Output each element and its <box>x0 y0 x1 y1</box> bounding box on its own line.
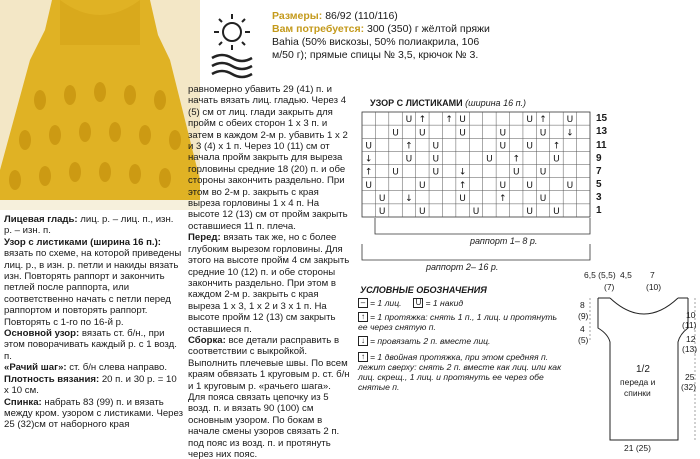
chart-symbol: U <box>365 180 373 191</box>
chart-symbol: U <box>566 115 574 126</box>
chart-title <box>370 98 526 108</box>
c2-p1: равномерно убавить 29 (41) п. и начать вязать лиц. гладью. Через 4 (5) см от лиц. глади закрыть для пройм с обеих сторон 1 х 3 п. и затем в каждом 2-м р. убавить 1 х 2 и 3 (4) х 1 п. Через 10 (11) см от начала пройм закрыть для выреза горловины средние 18 (20) п. и обе стороны закончить раздельно. При этом во 2-м р. закрыть с края выреза горловины 1 х 4 п. На высоте 12 (13) см от пройм закрыть оставшиеся 11 п. плеча. <box>188 84 348 232</box>
legend-k2tog: = провязать 2 п. вместе лиц. <box>370 336 491 346</box>
stitch-chart <box>360 110 592 225</box>
schem-center-txt1: переда и <box>620 377 656 387</box>
chart-symbol: U <box>499 128 507 139</box>
chart-symbol: U <box>526 115 533 126</box>
chart-symbol: U <box>392 167 399 178</box>
chart-symbol: U <box>432 167 440 178</box>
schem-center-frac: 1/2 <box>636 364 650 375</box>
schem-left-4b: (5) <box>578 335 589 345</box>
chart-symbol: ↓ <box>364 154 373 165</box>
chart-symbol: U <box>499 180 507 191</box>
chart-symbol: U <box>432 154 440 165</box>
chart-title-text: УЗОР С ЛИСТИКАМИ <box>370 98 463 108</box>
chart-symbol: U <box>378 207 386 217</box>
row-num-9: 9 <box>596 153 602 164</box>
chart-symbol: ↑ <box>445 115 453 126</box>
chart-symbol: U <box>539 128 547 139</box>
chart-symbol: U <box>499 141 507 152</box>
row-num-1: 1 <box>596 205 602 216</box>
chart-symbol: U <box>539 193 547 204</box>
schem-right-25b: (32) <box>681 382 697 392</box>
chart-symbol: ↑ <box>552 141 561 152</box>
legend-row-2 <box>358 312 568 332</box>
c2-p3-text: все детали расправить в соответствии с выкройкой. Выполнить плечевые швы. По всем краям обвязать 1 круговым р. ст. б/н и 1 круговым р. «рачьего шага». Для пояса связать цепочку из 5 возд. п. и вязать 90 (100) см основным узором. По бокам в начале смены узоров связать 2 п. под пояс из возд. п. и протянуть через них пояс. <box>188 334 350 459</box>
chart-symbol: U <box>419 207 426 217</box>
schem-top-mid: 4,5 <box>620 270 632 280</box>
schem-right-10: 10 <box>686 310 696 320</box>
sun-logo-icon <box>204 10 264 80</box>
schem-left-8b: (9) <box>578 311 589 321</box>
schem-right-12b: (13) <box>682 344 698 354</box>
chart-symbol: U <box>472 207 480 217</box>
row-num-7: 7 <box>596 166 602 177</box>
chart-symbol: U <box>378 193 386 204</box>
chart-symbol: U <box>405 115 413 126</box>
rapport-2: раппорт 2– 16 р. <box>426 262 499 272</box>
chart-symbol: U <box>419 180 426 191</box>
chart-symbol: U <box>539 167 547 178</box>
chart-symbol: U <box>459 115 466 126</box>
c2-p2-text: вязать так же, но с более глубоким вырезом горловины. Для этого на высоте пройм 4 см закрыть средние 10 (12) п. и обе стороны закончить раздельно. При этом в каждом 2-м р. закрыть с края выреза 1 х 3, 1 х 2 и 3 х 1 п. На высоте пройм 12 (13) см закрыть оставшиеся п. <box>188 232 350 335</box>
need-line3: м/50 г); прямые спицы № 3,5, крючок № 3. <box>272 49 479 61</box>
chart-symbol: ↓ <box>566 128 574 139</box>
p4-label: «Рачий шаг»: <box>4 362 67 374</box>
chart-symbol: ↑ <box>364 167 373 178</box>
schem-bottom: 21 (25) <box>624 443 651 453</box>
k2tog-icon: ↓ <box>358 336 368 346</box>
knit-icon: – <box>358 298 368 308</box>
row-num-3: 3 <box>596 192 602 203</box>
chart-symbol: U <box>432 141 440 152</box>
row-num-13: 13 <box>596 126 608 137</box>
slip-decrease-icon: ↑ <box>358 312 368 322</box>
row-num-5: 5 <box>596 179 602 190</box>
schem-right-12: 12 <box>686 334 696 344</box>
schem-right-10b: (11) <box>682 320 697 330</box>
rapport-1: раппорт 1– 8 р. <box>470 236 538 246</box>
legend-row-3 <box>358 336 568 346</box>
chart-title-note: (ширина 16 п.) <box>465 98 527 108</box>
chart-symbol: U <box>392 128 399 139</box>
row-num-15: 15 <box>596 113 608 124</box>
chart-symbol: U <box>526 207 533 217</box>
instructions-column-2 <box>188 84 350 459</box>
chart-symbol: U <box>526 141 533 152</box>
schem-top-left: 6,5 (5,5) <box>584 270 616 280</box>
p6-label: Спинка: <box>4 396 42 408</box>
sizes-label: Размеры: <box>272 10 323 22</box>
schem-top-right: (7) <box>604 282 615 292</box>
chart-symbol: U <box>419 128 426 139</box>
chart-symbol: ↑ <box>405 141 413 152</box>
chart-symbol: ↓ <box>458 167 467 178</box>
sizes-value: 86/92 (110/116) <box>325 10 398 22</box>
chart-symbol: ↓ <box>405 193 413 204</box>
chart-symbol: U <box>553 154 560 165</box>
chart-symbol: ↑ <box>499 193 507 204</box>
chart-symbol: ↑ <box>418 115 427 126</box>
chart-symbol: U <box>512 167 520 178</box>
c2-p3-label: Сборка: <box>188 334 226 346</box>
p5-label: Плотность вязания: <box>4 373 100 385</box>
p2-text: вязать по схеме, на которой приведены лиц. р., в изн. р. петли и накиды вязать изн. Повторять раппорт и закончить петлей после раппорта, или соответственно начать с петли перед раппортом и повторять раппорт. Повторять с 1-го по 16-й р. <box>4 248 182 328</box>
legend-title: УСЛОВНЫЕ ОБОЗНАЧЕНИЯ <box>360 285 487 295</box>
garment-schematic <box>570 270 700 459</box>
row-num-11: 11 <box>596 140 607 151</box>
chart-symbol: U <box>566 180 574 191</box>
materials-header <box>272 10 512 62</box>
dress-photo <box>0 0 200 210</box>
p5-text: 20 п. и 30 р. = 10 х 10 см. <box>4 373 177 397</box>
chart-symbol: U <box>459 128 466 139</box>
p2-label: Узор с листиками (ширина 16 п.): <box>4 236 161 248</box>
legend-yo: = 1 накид <box>425 298 464 308</box>
yarn-over-icon: U <box>413 298 423 308</box>
chart-symbol: U <box>486 154 493 165</box>
instructions-column-1 <box>4 214 184 431</box>
legend-row-1 <box>358 298 568 308</box>
c2-p2-label: Перед: <box>188 232 221 244</box>
schem-left-8: 8 <box>580 300 585 310</box>
p4-text: ст. б/н слева направо. <box>66 362 168 374</box>
legend-ssk: = 1 протяжка: снять 1 п., 1 лиц. и протянуть ее через снятую п. <box>358 312 558 332</box>
need-value: 300 (350) г жёлтой пряжи <box>367 23 490 35</box>
double-decrease-icon: ↑ <box>358 352 368 362</box>
schem-center-txt2: спинки <box>624 388 651 398</box>
p1-label: Лицевая гладь: <box>4 214 78 225</box>
chart-symbol: U <box>526 180 533 191</box>
need-label: Вам потребуется: <box>272 23 365 35</box>
need-line2: Bahia (50% вискозы, 50% полиакрила, 106 <box>272 36 480 48</box>
schem-top-right3: (10) <box>646 282 662 292</box>
chart-symbol: ↑ <box>512 154 521 165</box>
schem-left-4: 4 <box>580 324 585 334</box>
p3-text: вязать ст. б/н., при этом поворачивать каждый р. с 1 возд. п. <box>4 328 177 362</box>
p1-text: лиц. р. – лиц. п., изн. р. – изн. п. <box>4 214 174 237</box>
legend-cdd: = 1 двойная протяжка, при этом средняя п. лежит сверху: снять 2 п. вместе как лиц. или как лиц. скрещ., 1 лиц. и протянуть ее через обе снятые п. <box>358 352 562 392</box>
chart-symbol: ↑ <box>458 180 467 191</box>
schem-right-25: 25 <box>685 372 695 382</box>
chart-symbol: U <box>553 207 560 217</box>
p6-text: набрать 83 (99) п. и вязать между кром. узором с листиками. Через 25 (32)см от наборного края <box>4 396 184 431</box>
chart-symbol: U <box>365 141 373 152</box>
schem-top-right2: 7 <box>650 270 655 280</box>
legend-row-4 <box>358 352 568 392</box>
chart-symbol: U <box>405 154 413 165</box>
chart-symbol: ↑ <box>539 115 547 126</box>
legend-knit: = 1 лиц. <box>370 298 402 308</box>
chart-symbol: U <box>459 193 466 204</box>
p3-label: Основной узор: <box>4 328 80 340</box>
